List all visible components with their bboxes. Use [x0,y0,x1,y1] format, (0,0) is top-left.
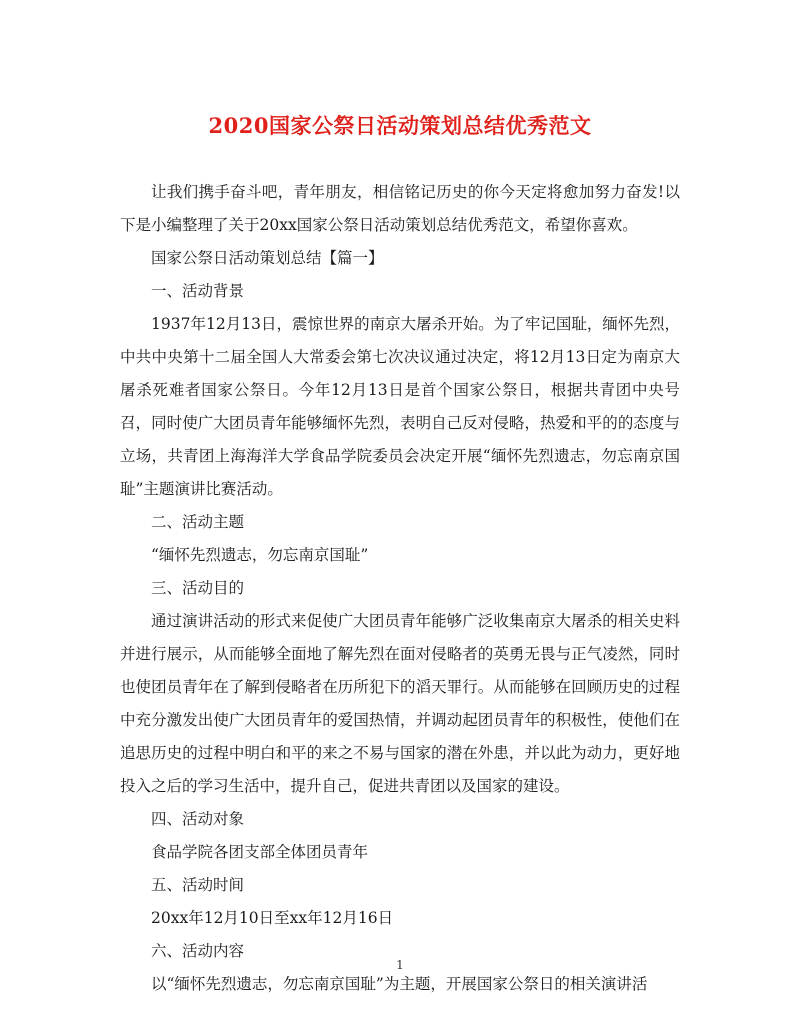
heading-background: 一、活动背景 [151,282,245,300]
paragraph-theme: “缅怀先烈遗志，勿忘南京国耻” [151,546,369,564]
section-heading-part-one: 国家公祭日活动策划总结【篇一】 [151,249,384,267]
paragraph-purpose: 通过演讲活动的形式来促使广大团员青年能够广泛收集南京大屠杀的相关史料并进行展示，从而能够全面地了解先烈在面对侵略者的英勇无畏与正气凌然，同时也使团员青年在了解到侵略者在历所犯下的滔天罪行。从而能够在回顾历史的过程中充分激发出使广大团员青年的爱国热情，并调动起团员青年的积极性，使他们在追思历史的过程中明白和平的来之不易与国家的潜在外患，并以此为动力，更好地投入之后的学习生活中，提升自己，促进共青团以及国家的建设。 [120,612,680,795]
document-body [120,176,680,1001]
intro-paragraph: 让我们携手奋斗吧，青年朋友，相信铭记历史的你今天定将愈加努力奋发!以下是小编整理了关于20xx国家公祭日活动策划总结优秀范文，希望你喜欢。 [120,183,680,234]
paragraph-background: 1937年12月13日，震惊世界的南京大屠杀开始。为了牢记国耻，缅怀先烈，中共中央第十二届全国人大常委会第七次决议通过决定，将12月13日定为南京大屠杀死难者国家公祭日。今年12月13日是首个国家公祭日，根据共青团中央号召，同时使广大团员青年能够缅怀先烈，表明自己反对侵略，热爱和平的的态度与立场，共青团上海海洋大学食品学院委员会决定开展“缅怀先烈遗志，勿忘南京国耻”主题演讲比赛活动。 [120,315,680,498]
heading-theme: 二、活动主题 [151,513,245,531]
paragraph-audience: 食品学院各团支部全体团员青年 [151,843,369,861]
heading-audience: 四、活动对象 [151,810,245,828]
document-title: 2020国家公祭日活动策划总结优秀范文 [208,113,592,138]
paragraph-content: 以“缅怀先烈遗志，勿忘南京国耻”为主题，开展国家公祭日的相关演讲活 [151,975,648,993]
page-number: 1 [396,958,404,972]
heading-time: 五、活动时间 [151,876,245,894]
heading-content: 六、活动内容 [151,942,245,960]
paragraph-time: 20xx年12月10日至xx年12月16日 [151,909,394,927]
heading-purpose: 三、活动目的 [151,579,245,597]
